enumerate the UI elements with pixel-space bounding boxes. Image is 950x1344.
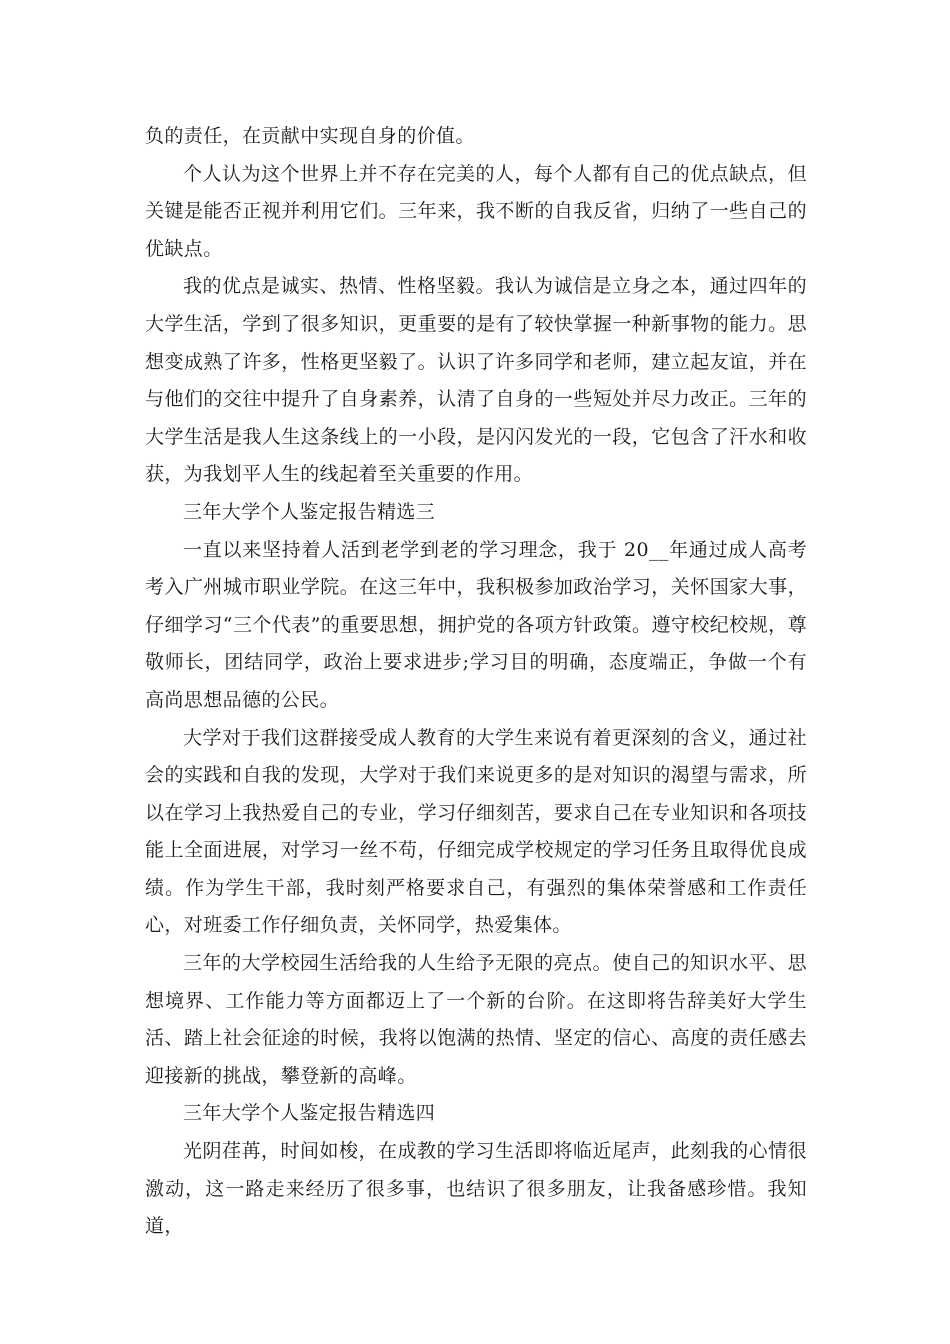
section-heading-three: 三年大学个人鉴定报告精选三 [183, 500, 436, 523]
paragraph-strengths: 我的优点是诚实、热情、性格坚毅。我认为诚信是立身之本，通过四年的大学生活，学到了很多知识，更重要的是有了较快掌握一种新事物的能力。思想变成熟了许多，性格更坚毅了。认识了许多同学和老师，建立起友谊，并在与他们的交往中提升了自身素养，认清了自身的一些短处并尽力改正。三年的大学生活是我人生这条线上的一小段，是闪闪发光的一段，它包含了汗水和收获，为我划平人生的线起着至关重要的作用。 [145, 275, 807, 486]
paragraph-campus-life: 三年的大学校园生活给我的人生给予无限的亮点。使自己的知识水平、思想境界、工作能力等方面都迈上了一个新的台阶。在这即将告辞美好大学生活、踏上社会征途的时候，我将以饱满的热情、坚定的信心、高度的责任感去迎接新的挑战，攀登新的高峰。 [145, 952, 807, 1087]
document-body [145, 118, 807, 1246]
paragraph-continuation: 负的责任，在贡献中实现自身的价值。 [145, 125, 475, 147]
section-heading-four: 三年大学个人鉴定报告精选四 [183, 1102, 436, 1125]
paragraph-strengths-weaknesses-intro: 个人认为这个世界上并不存在完美的人，每个人都有自己的优点缺点，但关键是能否正视并利用它们。三年来，我不断的自我反省，归纳了一些自己的优缺点。 [145, 162, 807, 260]
paragraph-study-philosophy: 一直以来坚持着人活到老学到老的学习理念，我于 20__年通过成人高考考入广州城市职业学院。在这三年中，我积极参加政治学习，关怀国家大事，仔细学习“三个代表”的重要思想，拥护党的各项方针政策。遵守校纪校规，尊敬师长，团结同学，政治上要求进步;学习目的明确，态度端正，争做一个有高尚思想品德的公民。 [145, 538, 807, 711]
paragraph-university-meaning: 大学对于我们这群接受成人教育的大学生来说有着更深刻的含义，通过社会的实践和自我的发现，大学对于我们来说更多的是对知识的渴望与需求，所以在学习上我热爱自己的专业，学习仔细刻苦，要求自己在专业知识和各项技能上全面进展，对学习一丝不苟，仔细完成学校规定的学习任务且取得优良成绩。作为学生干部，我时刻严格要求自己，有强烈的集体荣誉感和工作责任心，对班委工作仔细负责，关怀同学，热爱集体。 [145, 726, 807, 937]
paragraph-time-flies: 光阴荏苒，时间如梭，在成教的学习生活即将临近尾声，此刻我的心情很激动，这一路走来经历了很多事，也结识了很多朋友，让我备感珍惜。我知道， [145, 1140, 807, 1238]
